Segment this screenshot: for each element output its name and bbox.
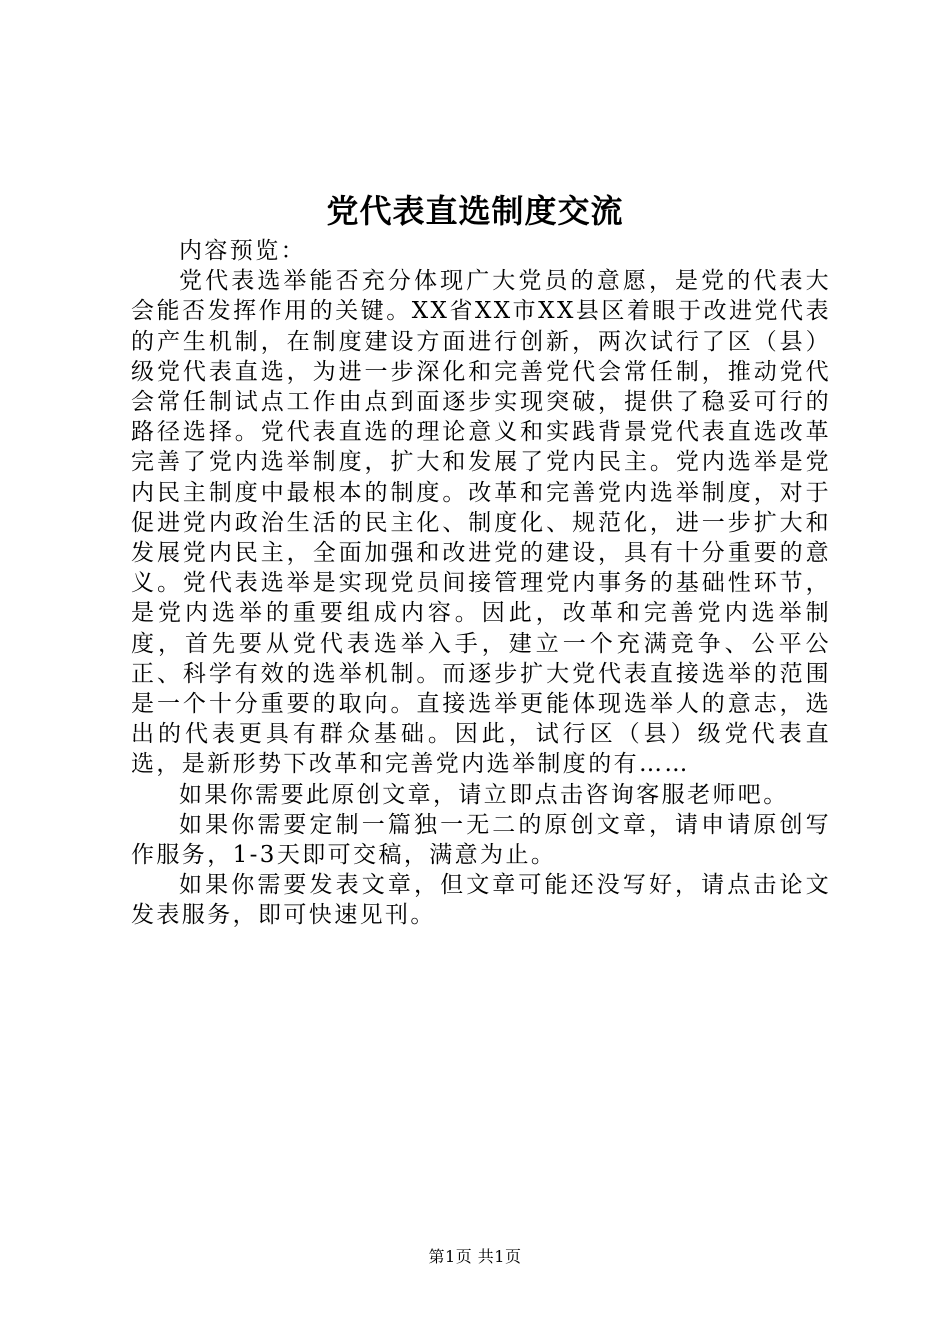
notice-custom-writing-link[interactable]: 如果你需要定制一篇独一无二的原创文章，请申请原创写作服务，1-3天即可交稿，满意为止。: [131, 811, 831, 869]
document-title: 党代表直选制度交流: [326, 192, 624, 230]
notice-publish-link[interactable]: 如果你需要发表文章，但文章可能还没写好，请点击论文发表服务，即可快速见刊。: [131, 872, 831, 929]
preview-label: 内容预览：: [179, 238, 306, 264]
main-paragraph: 党代表选举能否充分体现广大党员的意愿，是党的代表大会能否发挥作用的关键。XX省XX市XX县区着眼于改进党代表的产生机制，在制度建设方面进行创新，两次试行了区（县）级党代表直选，为进一步深化和完善党代会常任制，推动党代会常任制试点工作由点到面逐步实现突破，提供了稳妥可行的路径选择。党代表直选的理论意义和实践背景党代表直选改革完善了党内选举制度，扩大和发展了党内民主。党内选举是党内民主制度中最根本的制度。改革和完善党内选举制度，对于促进党内政治生活的民主化、制度化、规范化，进一步扩大和发展党内民主，全面加强和改进党的建设，具有十分重要的意义。党代表选举是实现党员间接管理党内事务的基础性环节，是党内选举的重要组成内容。因此，改革和完善党内选举制度，首先要从党代表选举入手，建立一个充满竞争、公平公正、科学有效的选举机制。而逐步扩大党代表直接选举的范围是一个十分重要的取向。直接选举更能体现选举人的意志，选出的代表更具有群众基础。因此，试行区（县）级党代表直选，是新形势下改革和完善党内选举制度的有……: [131, 268, 831, 778]
document-body: [131, 236, 831, 931]
page-footer: 第1页 共1页: [428, 1247, 522, 1266]
notice-consult-link[interactable]: 如果你需要此原创文章，请立即点击咨询客服老师吧。: [179, 781, 789, 808]
